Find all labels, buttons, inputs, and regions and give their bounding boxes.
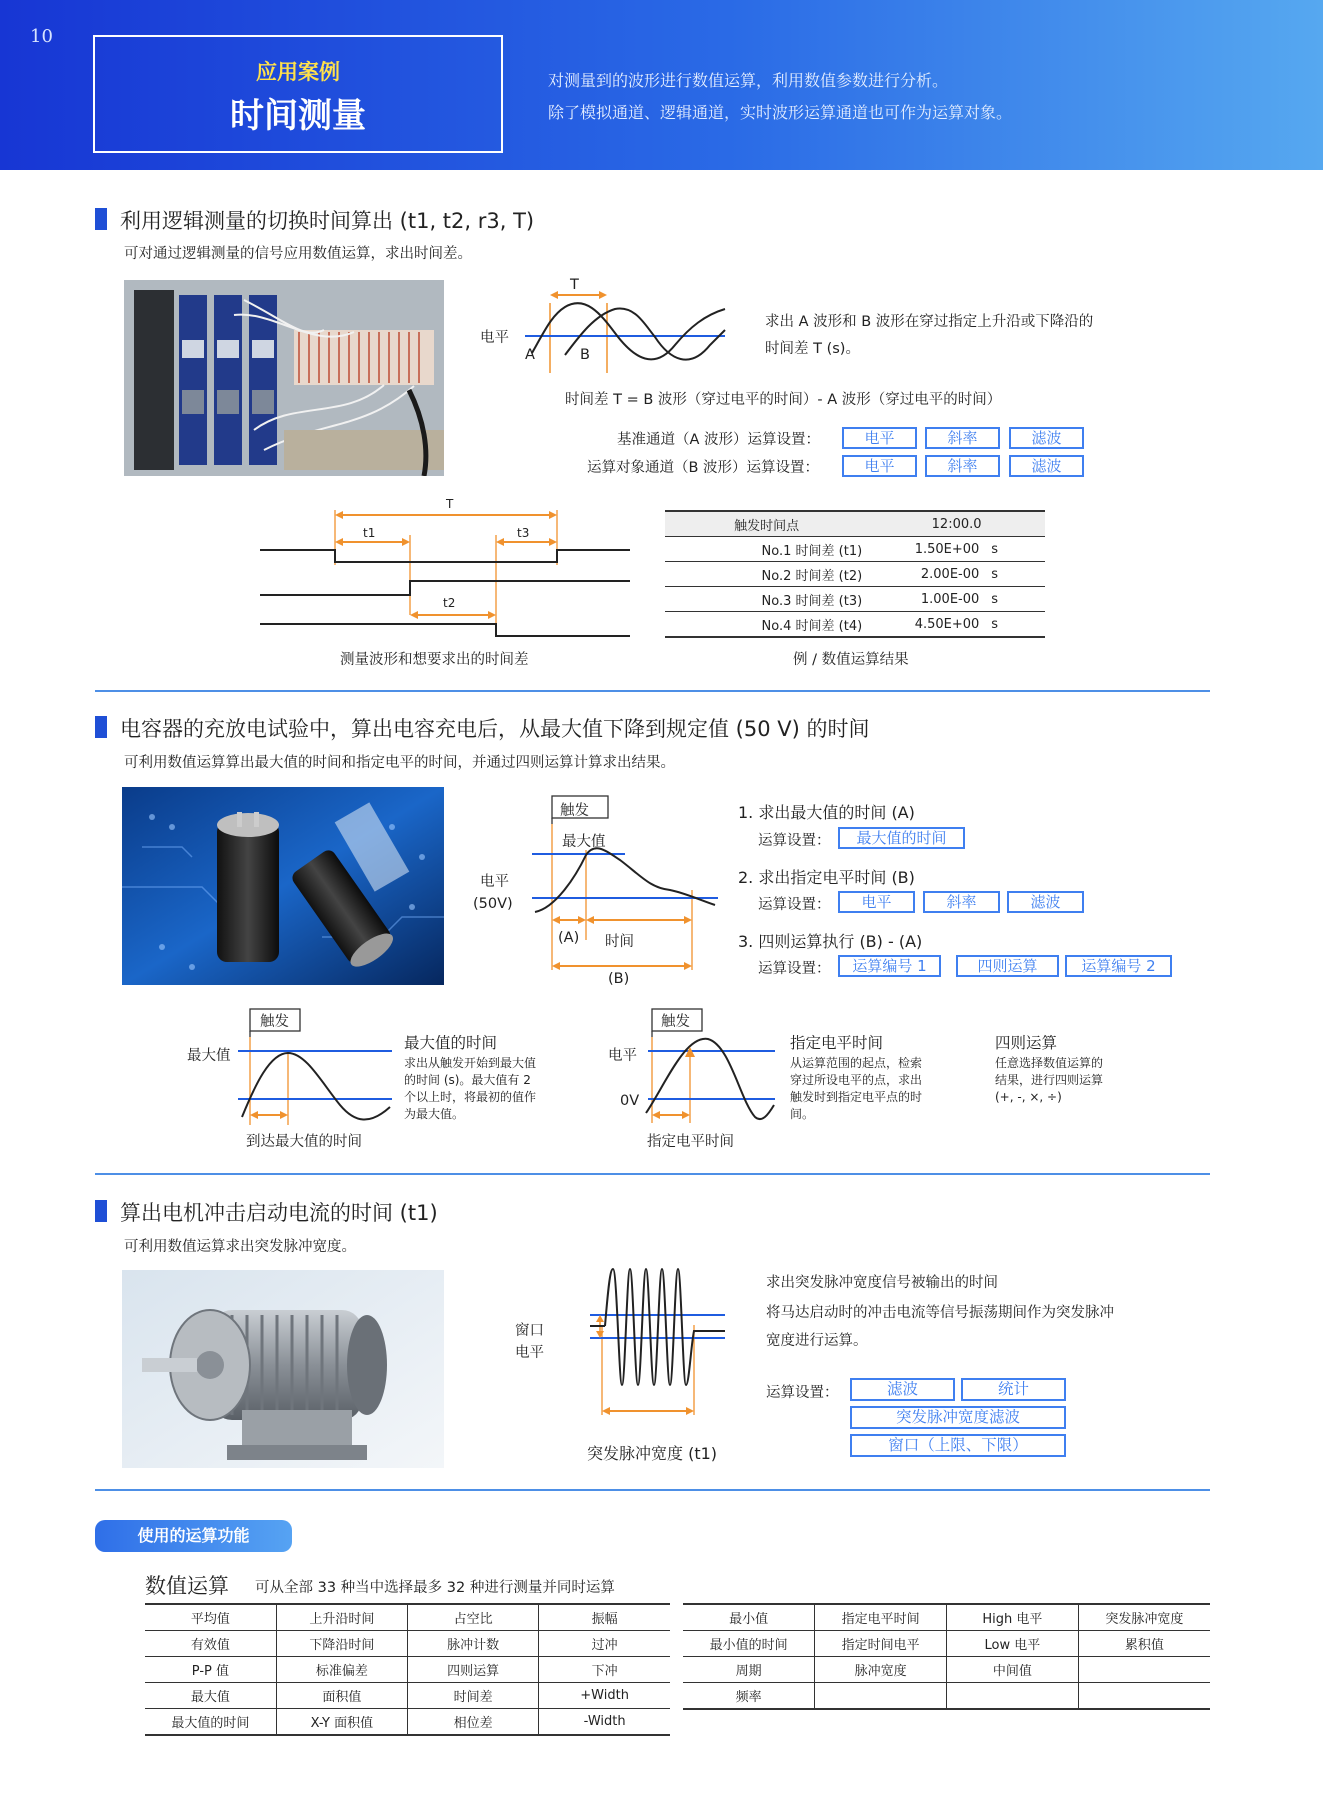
section2-title: 电容器的充放电试验中，算出电容充电后，从最大值下降到规定值 (50 V) 的时间: [120, 717, 870, 741]
table-cell: P-P 值: [145, 1657, 276, 1683]
table-cell: 相位差: [408, 1709, 539, 1736]
diagram-label-level: 电平: [480, 330, 509, 346]
section3-title: 算出电机冲击启动电流的时间 (t1): [120, 1201, 438, 1225]
explain-line-1: 求出 A 波形和 B 波形在穿过指定上升沿或下降沿的: [765, 314, 1094, 330]
functions-pill: 使用的运算功能: [95, 1520, 292, 1552]
burst-caption: 突发脉冲宽度 (t1): [587, 1444, 718, 1463]
window-level-label: 电平: [515, 1345, 544, 1361]
chip-filter: 滤波: [850, 1378, 955, 1401]
intro-line-2: 除了模拟通道、逻辑通道，实时波形运算通道也可作为运算对象。: [548, 103, 1013, 122]
chip-filter: 滤波: [1007, 891, 1084, 913]
table-cell: 过冲: [539, 1631, 670, 1657]
table-cell: s: [985, 612, 1045, 638]
sub2-zero: 0V: [620, 1093, 640, 1109]
chip-level: 电平: [838, 891, 915, 913]
table-cell: 平均值: [145, 1604, 276, 1631]
label-trigger: 触发: [560, 803, 589, 819]
timing-diagram: [255, 495, 635, 640]
timing-label-t3: t3: [517, 526, 530, 540]
table-cell: 2.00E-00: [868, 562, 985, 587]
functions-title: 数值运算: [145, 1574, 229, 1598]
table-cell: 周期: [683, 1657, 815, 1683]
table-row: [665, 562, 1045, 587]
table-header-time: 12:00.0: [868, 511, 1045, 537]
sub3-text-line: 结果，进行四则运算: [995, 1073, 1104, 1087]
sub1-max: 最大值: [187, 1048, 231, 1064]
table-row: [145, 1657, 670, 1683]
section-divider: [95, 1173, 1210, 1175]
table-cell: [815, 1683, 947, 1710]
section-marker: [95, 716, 107, 738]
motor-photo: [122, 1270, 444, 1468]
crossing-diagram: [470, 275, 740, 375]
sub1-text-line: 为最大值。: [404, 1107, 465, 1121]
sub2-level: 电平: [608, 1048, 637, 1064]
table-cell: 时间差: [408, 1683, 539, 1709]
capacitor-photo: [122, 787, 444, 985]
table-cell: 频率: [683, 1683, 815, 1710]
table-cell: X-Y 面积值: [276, 1709, 407, 1736]
chip-slope: 斜率: [923, 891, 1000, 913]
timing-caption: 测量波形和想要求出的时间差: [340, 652, 529, 668]
table-cell: -Width: [539, 1709, 670, 1736]
sub2-text-line: 从运算范围的起点，检索: [790, 1056, 923, 1070]
chip-filter: 滤波: [1009, 455, 1084, 477]
sub1-text-line: 求出从触发开始到最大值: [404, 1056, 537, 1070]
table-row: [145, 1604, 670, 1631]
timing-label-t1: t1: [363, 526, 376, 540]
header-subtitle: 应用案例: [256, 60, 340, 84]
table-cell: 四则运算: [408, 1657, 539, 1683]
max-time-diagram: [230, 1005, 400, 1135]
section2-desc: 可利用数值运算算出最大值的时间和指定电平的时间，并通过四则运算计算求出结果。: [124, 755, 675, 771]
step-2-label: 运算设置：: [758, 897, 831, 913]
table-cell: 中间值: [947, 1657, 1079, 1683]
functions-subtitle: 可从全部 33 种当中选择最多 32 种进行测量并同时运算: [255, 1580, 615, 1596]
section-divider: [95, 1489, 1210, 1491]
chip-level: 电平: [842, 455, 917, 477]
label-50v: (50V): [473, 896, 513, 912]
table-row: [683, 1683, 1210, 1710]
result-table: [665, 510, 1045, 638]
sub2-trigger: 触发: [661, 1014, 690, 1030]
table-row: [665, 537, 1045, 562]
table-cell: 累积值: [1078, 1631, 1210, 1657]
table-cell: 上升沿时间: [276, 1604, 407, 1631]
table-row: [145, 1683, 670, 1709]
table-cell: 1.00E-00: [868, 587, 985, 612]
section1-desc: 可对通过逻辑测量的信号应用数值运算，求出时间差。: [124, 246, 472, 262]
table-header-trigger: 触发时间点: [665, 511, 868, 537]
sub2-text-line: 触发时到指定电平点的时: [790, 1090, 923, 1104]
s3-explain-1: 求出突发脉冲宽度信号被输出的时间: [766, 1275, 998, 1291]
step-3-title: 3. 四则运算执行 (B) - (A): [738, 932, 923, 951]
functions-table-left: [145, 1603, 670, 1736]
setting-label-target: 运算对象通道（B 波形）运算设置：: [587, 460, 820, 476]
chip-calc-2: 运算编号 2: [1065, 955, 1172, 977]
chip-stats: 统计: [961, 1378, 1066, 1401]
sub1-text: [404, 1055, 536, 1123]
sub1-caption: 到达最大值的时间: [246, 1134, 362, 1150]
table-cell: 最小值的时间: [683, 1631, 815, 1657]
table-row: [145, 1631, 670, 1657]
diagram-label-T: T: [570, 277, 579, 293]
table-row: [683, 1657, 1210, 1683]
table-cell: [1078, 1683, 1210, 1710]
table-caption: 例 / 数值运算结果: [793, 652, 909, 668]
label-A: (A): [558, 930, 580, 946]
label-B: (B): [608, 971, 630, 987]
s3-settings-label: 运算设置：: [766, 1385, 839, 1401]
table-cell: 指定电平时间: [815, 1604, 947, 1631]
step-1-label: 运算设置：: [758, 833, 831, 849]
section-divider: [95, 690, 1210, 692]
sub3-text-line: 任意选择数值运算的: [995, 1056, 1104, 1070]
sub1-trigger: 触发: [260, 1014, 289, 1030]
table-cell: 4.50E+00: [868, 612, 985, 638]
sub1-title: 最大值的时间: [404, 1034, 498, 1052]
table-cell: 下降沿时间: [276, 1631, 407, 1657]
table-cell: No.3 时间差 (t3): [665, 587, 868, 612]
table-cell: 指定时间电平: [815, 1631, 947, 1657]
table-cell: 脉冲宽度: [815, 1657, 947, 1683]
intro-line-1: 对测量到的波形进行数值运算，利用数值参数进行分析。: [548, 71, 949, 90]
chip-max-time: 最大值的时间: [838, 827, 965, 849]
timing-label-t2: t2: [443, 596, 456, 610]
table-cell: s: [985, 562, 1045, 587]
table-row: [145, 1709, 670, 1736]
table-cell: 下冲: [539, 1657, 670, 1683]
logic-module-photo: [124, 280, 444, 476]
table-cell: 振幅: [539, 1604, 670, 1631]
table-cell: s: [985, 587, 1045, 612]
table-cell: No.2 时间差 (t2): [665, 562, 868, 587]
s3-explain-3: 宽度进行运算。: [766, 1333, 868, 1349]
chip-level: 电平: [842, 427, 917, 449]
diagram-label-A: A: [525, 347, 535, 363]
table-cell: [947, 1683, 1079, 1710]
sub1-text-line: 个以上时，将最初的值作: [404, 1090, 537, 1104]
sub2-title: 指定电平时间: [790, 1034, 884, 1052]
sub1-text-line: 的时间 (s)。最大值有 2: [404, 1073, 531, 1087]
diagram-label-B: B: [580, 347, 590, 363]
burst-diagram: [560, 1265, 735, 1425]
sub3-text: [995, 1055, 1103, 1106]
chip-calc-1: 运算编号 1: [838, 955, 941, 977]
label-level: 电平: [480, 874, 509, 890]
section1-title: 利用逻辑测量的切换时间算出 (t1, t2, r3, T): [120, 209, 535, 233]
table-cell: +Width: [539, 1683, 670, 1709]
setting-label-ref: 基准通道（A 波形）运算设置：: [617, 432, 821, 448]
table-cell: 标准偏差: [276, 1657, 407, 1683]
label-time: 时间: [605, 934, 634, 950]
label-max: 最大值: [562, 834, 606, 850]
table-cell: No.4 时间差 (t4): [665, 612, 868, 638]
sub2-text-line: 穿过所设电平的点，求出: [790, 1073, 923, 1087]
timing-label-T: T: [446, 497, 454, 511]
window-label: 窗口: [515, 1323, 544, 1339]
table-cell: 占空比: [408, 1604, 539, 1631]
table-row: [683, 1604, 1210, 1631]
table-cell: Low 电平: [947, 1631, 1079, 1657]
formula: 时间差 T = B 波形（穿过电平的时间）- A 波形（穿过电平的时间）: [565, 392, 1002, 408]
s3-explain-2: 将马达启动时的冲击电流等信号振荡期间作为突发脉冲: [766, 1305, 1114, 1321]
table-cell: 最小值: [683, 1604, 815, 1631]
table-cell: No.1 时间差 (t1): [665, 537, 868, 562]
section3-desc: 可利用数值运算求出突发脉冲宽度。: [124, 1239, 356, 1255]
table-cell: 最大值: [145, 1683, 276, 1709]
chip-window: 窗口（上限、下限）: [850, 1434, 1066, 1457]
table-cell: 最大值的时间: [145, 1709, 276, 1736]
table-row: [665, 612, 1045, 638]
table-cell: 1.50E+00: [868, 537, 985, 562]
sub3-text-line: (+, -, ×, ÷): [995, 1090, 1062, 1104]
sub3-title: 四则运算: [995, 1034, 1058, 1052]
table-cell: 面积值: [276, 1683, 407, 1709]
section-marker: [95, 1200, 107, 1222]
functions-table-right: [683, 1603, 1210, 1710]
chip-arith: 四则运算: [956, 955, 1059, 977]
step-1-title: 1. 求出最大值的时间 (A): [738, 803, 915, 822]
table-row: [665, 587, 1045, 612]
table-row: [683, 1631, 1210, 1657]
chip-burst-filter: 突发脉冲宽度滤波: [850, 1406, 1066, 1429]
table-cell: [1078, 1657, 1210, 1683]
explain-line-2: 时间差 T (s)。: [765, 341, 860, 357]
page-number: 10: [30, 26, 53, 47]
table-cell: 脉冲计数: [408, 1631, 539, 1657]
sub2-caption: 指定电平时间: [647, 1134, 734, 1150]
table-cell: s: [985, 537, 1045, 562]
section-marker: [95, 208, 107, 230]
table-cell: High 电平: [947, 1604, 1079, 1631]
chip-slope: 斜率: [925, 455, 1000, 477]
chip-filter: 滤波: [1009, 427, 1084, 449]
table-cell: 突发脉冲宽度: [1078, 1604, 1210, 1631]
sub2-text-line: 间。: [790, 1107, 815, 1121]
step-2-title: 2. 求出指定电平时间 (B): [738, 868, 915, 887]
chip-slope: 斜率: [925, 427, 1000, 449]
table-cell: 有效值: [145, 1631, 276, 1657]
page-title: 时间测量: [230, 96, 366, 136]
sub2-text: [790, 1055, 922, 1123]
step-3-label: 运算设置：: [758, 961, 831, 977]
